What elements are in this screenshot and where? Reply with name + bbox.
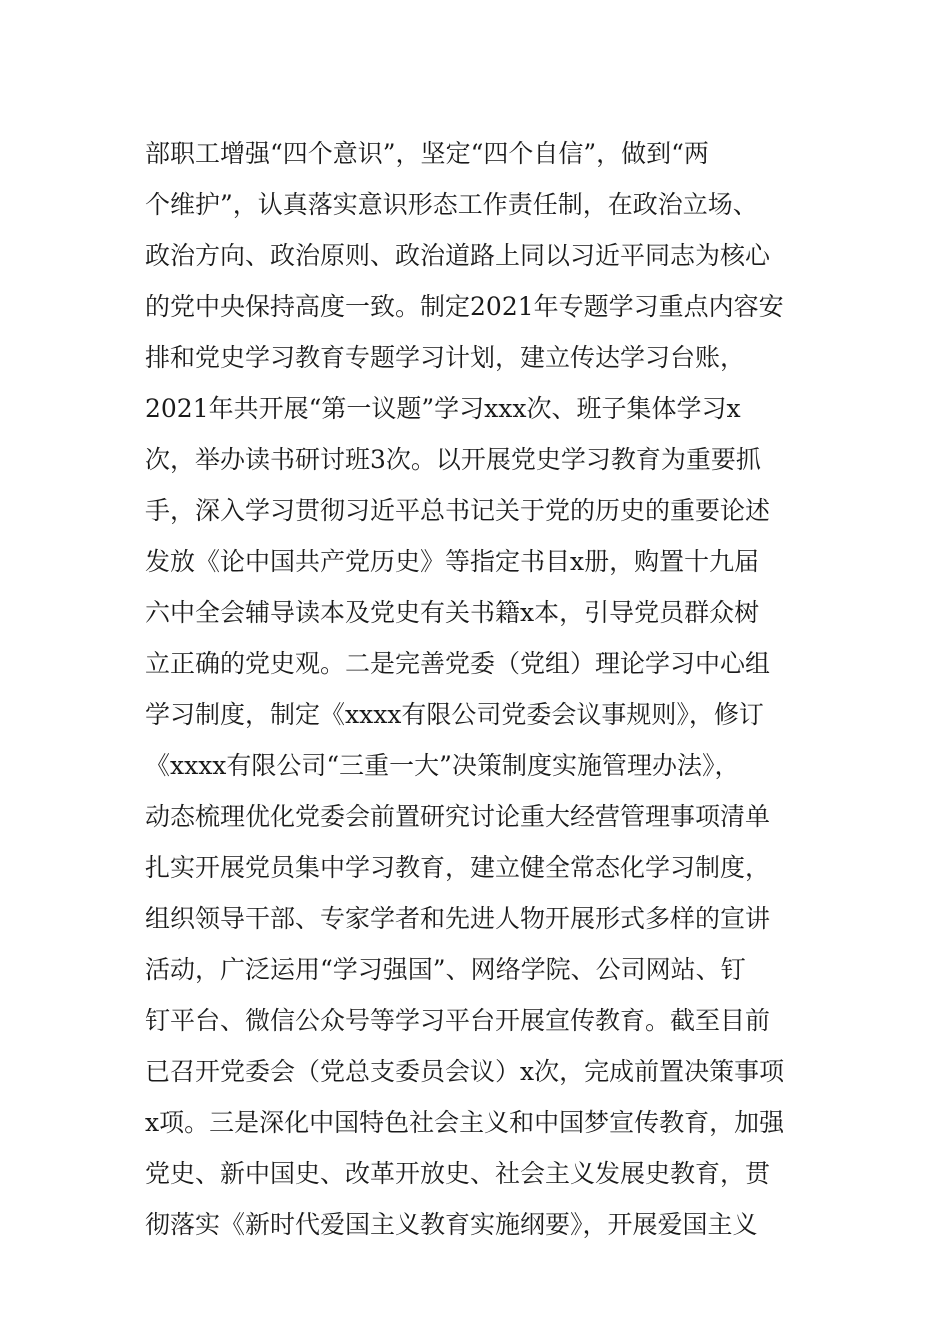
text-line: 政治方向、政治原则、政治道路上同以习近平同志为核心 bbox=[145, 241, 771, 270]
text-line: 发放《论中国共产党历史》等指定书目x册，购置十九届 bbox=[145, 547, 760, 576]
text-line: 部职工增强“四个意识”，坚定“四个自信”，做到“两 bbox=[145, 139, 709, 168]
text-line: 党史、新中国史、改革开放史、社会主义发展史教育，贯 bbox=[145, 1159, 771, 1188]
text-line: 活动，广泛运用“学习强国”、网络学院、公司网站、钉 bbox=[145, 955, 746, 984]
text-line: 《xxxx有限公司“三重一大”决策制度实施管理办法》， bbox=[145, 751, 740, 780]
text-line: 钉平台、微信公众号等学习平台开展宣传教育。截至目前 bbox=[145, 1006, 771, 1035]
text-line: 2021年共开展“第一议题”学习xxx次、班子集体学习x bbox=[145, 394, 741, 423]
text-line: 次，举办读书研讨班3次。以开展党史学习教育为重要抓 bbox=[145, 445, 761, 474]
text-line: 组织领导干部、专家学者和先进人物开展形式多样的宣讲 bbox=[145, 904, 771, 933]
body-paragraph bbox=[145, 128, 825, 1250]
text-line: 扎实开展党员集中学习教育，建立健全常态化学习制度， bbox=[145, 853, 771, 882]
text-line: 的党中央保持高度一致。制定2021年专题学习重点内容安 bbox=[145, 292, 784, 321]
text-line: 彻落实《新时代爱国主义教育实施纲要》，开展爱国主义 bbox=[145, 1210, 758, 1239]
text-line: 立正确的党史观。二是完善党委（党组）理论学习中心组 bbox=[145, 649, 771, 678]
text-line: 学习制度，制定《xxxx有限公司党委会议事规则》，修订 bbox=[145, 700, 764, 729]
text-line: 排和党史学习教育专题学习计划，建立传达学习台账， bbox=[145, 343, 746, 372]
text-line: 手，深入学习贯彻习近平总书记关于党的历史的重要论述 bbox=[145, 496, 771, 525]
text-line: 个维护”，认真落实意识形态工作责任制，在政治立场、 bbox=[145, 190, 758, 219]
text-line: 动态梳理优化党委会前置研究讨论重大经营管理事项清单 bbox=[145, 802, 771, 831]
text-line: x项。三是深化中国特色社会主义和中国梦宣传教育，加强 bbox=[145, 1108, 785, 1137]
text-line: 已召开党委会（党总支委员会议）x次，完成前置决策事项 bbox=[145, 1057, 785, 1086]
text-line: 六中全会辅导读本及党史有关书籍x本，引导党员群众树 bbox=[145, 598, 760, 627]
